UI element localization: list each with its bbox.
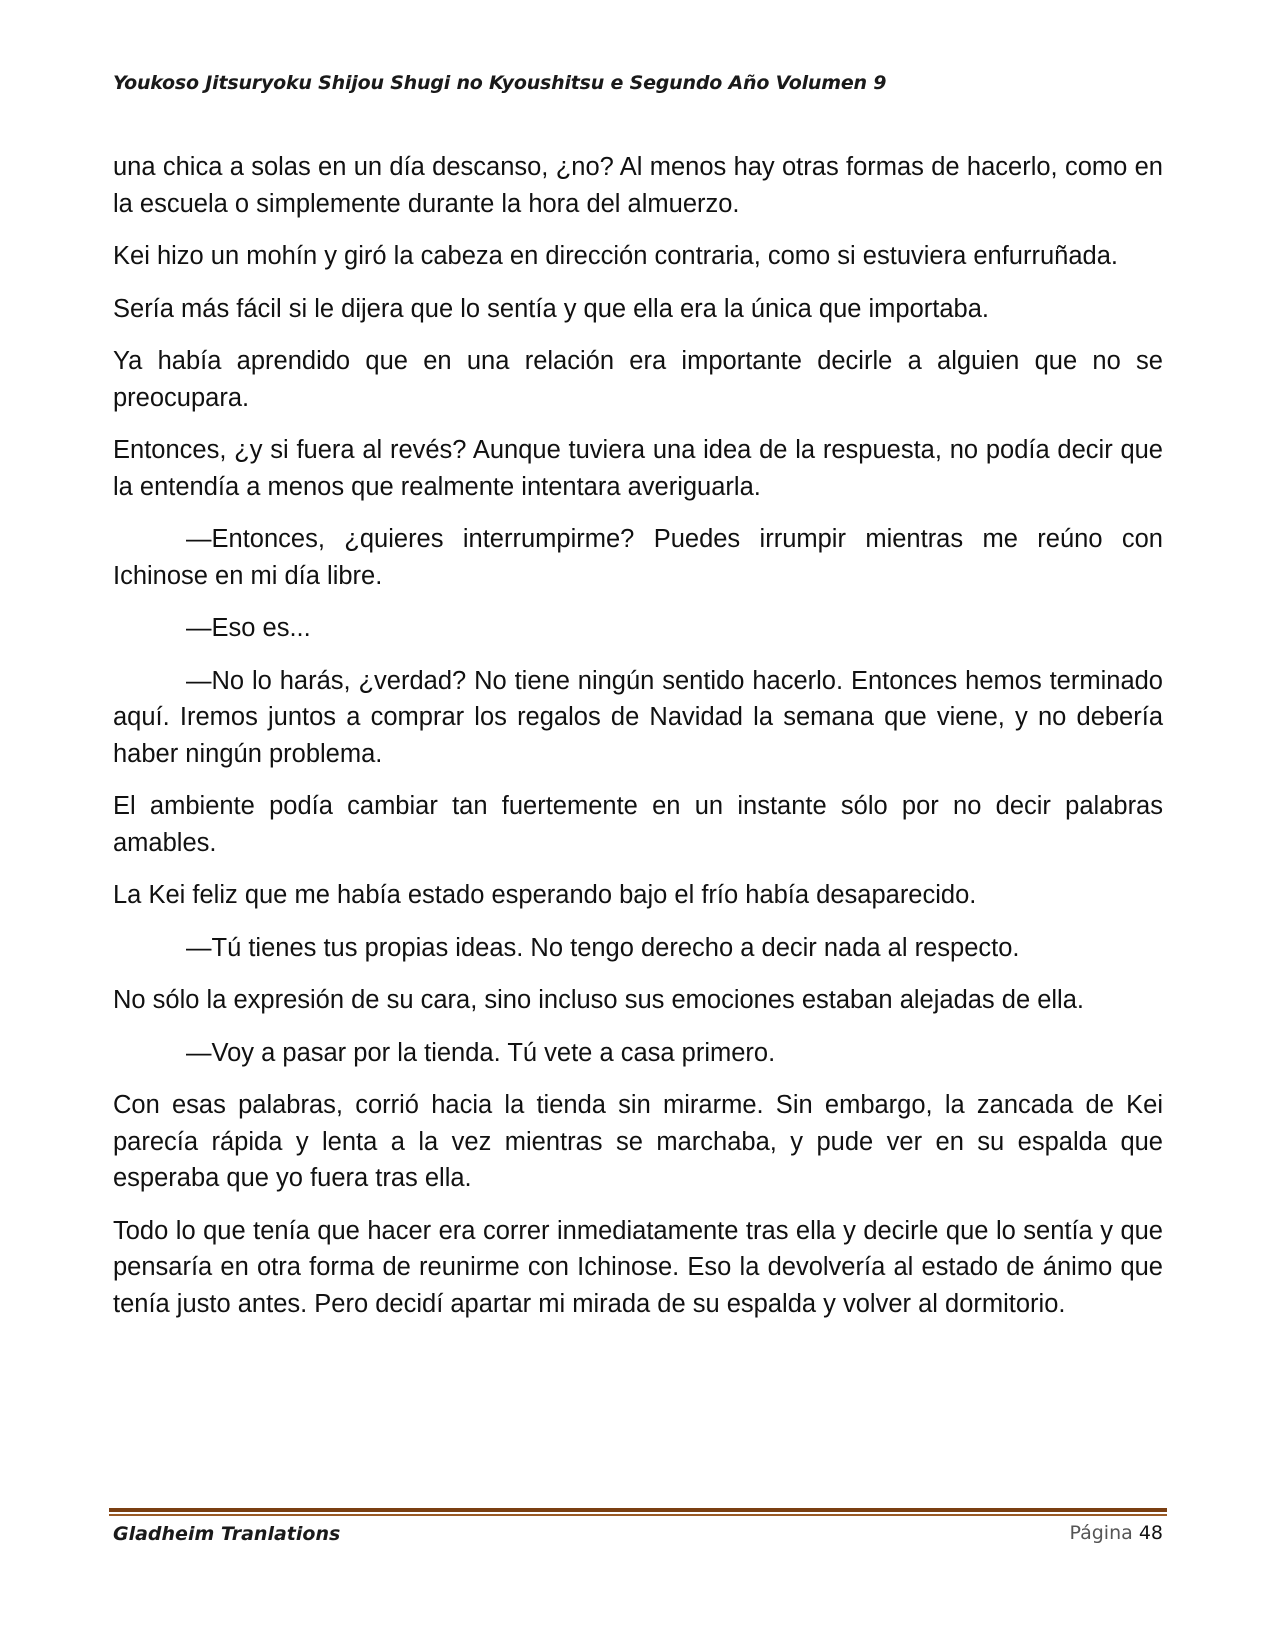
paragraph: Kei hizo un mohín y giró la cabeza en dirección contraria, como si estuviera enfurruñada. [113,242,1118,270]
page-label: Página [1069,1522,1133,1544]
dialog-paragraph: —Tú tienes tus propias ideas. No tengo derecho a decir nada al respecto. [186,933,1020,962]
paragraph: La Kei feliz que me había estado esperando bajo el frío había desaparecido. [113,881,977,909]
dialog-paragraph: —Voy a pasar por la tienda. Tú vete a casa primero. [186,1038,776,1067]
body-text [113,149,1163,1338]
footer-divider [109,1508,1167,1517]
dialog-paragraph: —No lo harás, ¿verdad? No tiene ningún sentido hacerlo. Entonces hemos terminado aquí. Iremos juntos a comprar los regalos de Navidad la semana que viene, y no debería haber ningún problema. [113,666,1163,768]
paragraph: Con esas palabras, corrió hacia la tienda sin mirarme. Sin embargo, la zancada de Kei parecía rápida y lenta a la vez mientras se marchaba, y pude ver en su espalda que esperaba que yo fuera tras ella. [113,1091,1163,1192]
footer-credit: Gladheim Tranlations [113,1523,341,1545]
dialog-paragraph: —Eso es... [186,614,311,642]
paragraph: No sólo la expresión de su cara, sino incluso sus emociones estaban alejadas de ella. [113,986,1084,1014]
paragraph: Entonces, ¿y si fuera al revés? Aunque tuviera una idea de la respuesta, no podía decir que la entendía a menos que realmente intentara averiguarla. [113,436,1163,501]
footer-divider-thin [109,1514,1167,1516]
paragraph: El ambiente podía cambiar tan fuertemente en un instante sólo por no decir palabras amables. [113,792,1163,857]
page-number: 48 [1138,1522,1163,1544]
page-number-block [1069,1522,1163,1544]
paragraph: Sería más fácil si le dijera que lo sentía y que ella era la única que importaba. [113,294,989,323]
dialog-paragraph: —Entonces, ¿quieres interrumpirme? Puedes irrumpir mientras me reúno con Ichinose en mi día libre. [113,525,1163,590]
running-header: Youkoso Jitsuryoku Shijou Shugi no Kyoushitsu e Segundo Año Volumen 9 [113,72,887,94]
paragraph: una chica a solas en un día descanso, ¿no? Al menos hay otras formas de hacerlo, como en la escuela o simplemente durante la hora del almuerzo. [113,153,1163,218]
paragraph: Ya había aprendido que en una relación era importante decirle a alguien que no se preocupara. [113,347,1163,412]
paragraph: Todo lo que tenía que hacer era correr inmediatamente tras ella y decirle que lo sentía y que pensaría en otra forma de reunirme con Ichinose. Eso la devolvería al estado de ánimo que tenía justo antes. Pero decidí apartar mi mirada de su espalda y volver al dormitorio. [113,1216,1163,1318]
